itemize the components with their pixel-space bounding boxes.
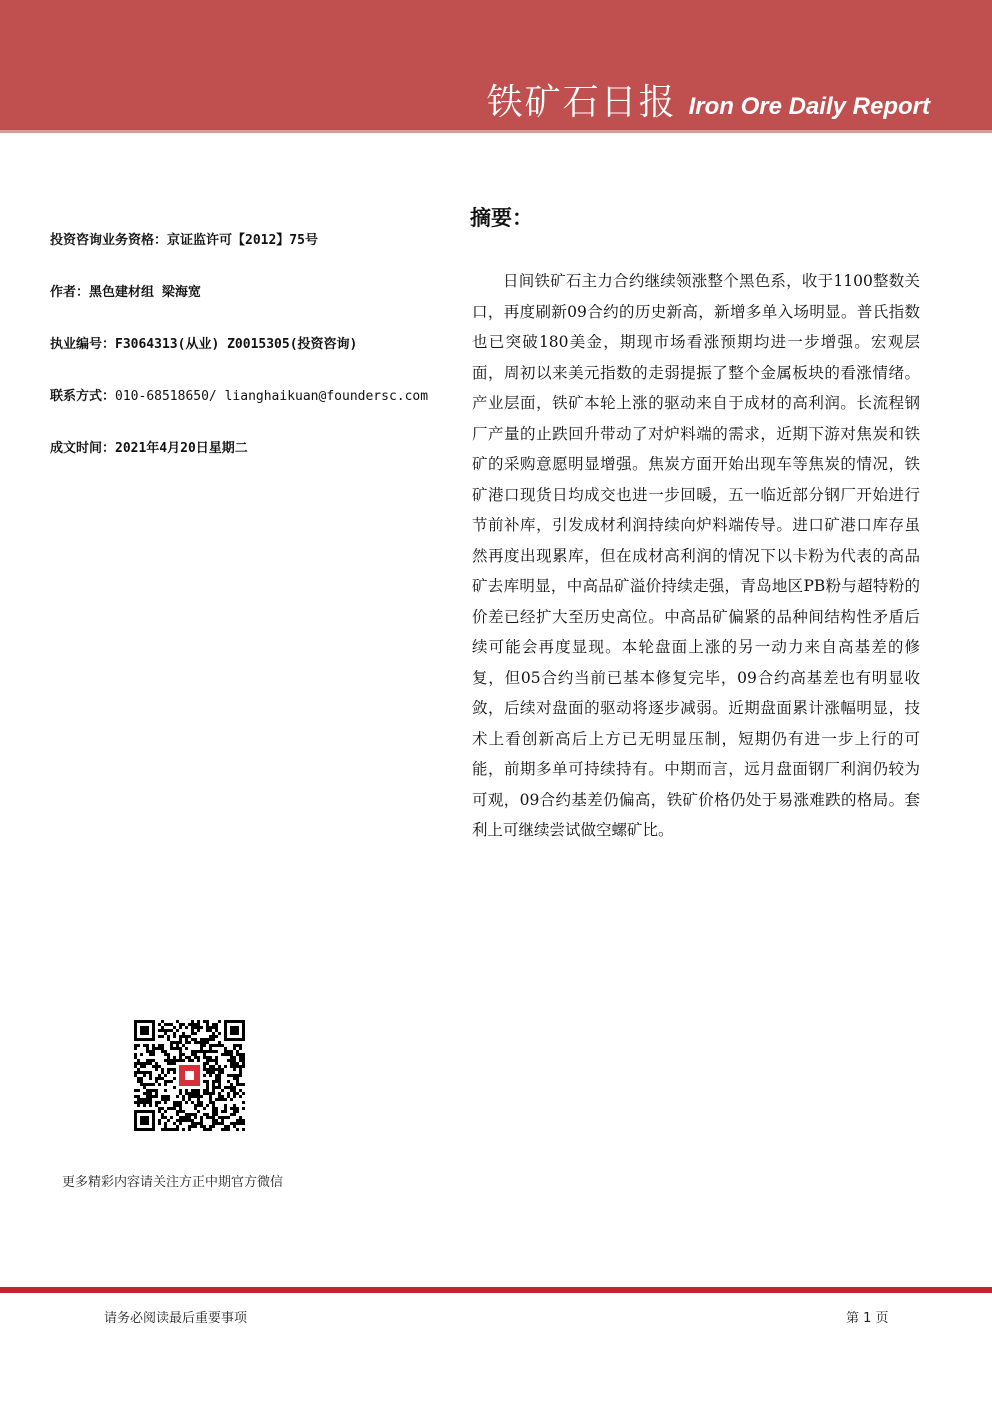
header-rule (0, 130, 992, 133)
author-info (50, 232, 450, 492)
footer-rule (0, 1287, 992, 1293)
footer-disclaimer: 请务必阅读最后重要事项 (104, 1311, 248, 1326)
report-title (487, 74, 930, 125)
license-line: 执业编号：F3064313(从业) Z0015305(投资咨询) (50, 337, 358, 352)
summary-body: 日间铁矿石主力合约继续领涨整个黑色系，收于1100整数关口，再度刷新09合约的历史新高，新增多单入场明显。普氏指数也已突破180美金，期现市场看涨预期均进一步增强。宏观层面，周初以来美元指数的走弱提振了整个金属板块的看涨情绪。产业层面，铁矿本轮上涨的驱动来自于成材的高利润。长流程钢厂产量的止跌回升带动了对炉料端的需求，近期下游对焦炭和铁矿的采购意愿明显增强。焦炭方面开始出现车等焦炭的情况，铁矿港口现货日均成交也进一步回暖，五一临近部分钢厂开始进行节前补库，引发成材利润持续向炉料端传导。进口矿港口库存虽然再度出现累库，但在成材高利润的情况下以卡粉为代表的高品矿去库明显，中高品矿溢价持续走强，青岛地区PB粉与超特粉的价差已经扩大至历史高位。中高品矿偏紧的品种间结构性矛盾后续可能会再度显现。本轮盘面上涨的另一动力来自高基差的修复，但05合约当前已基本修复完毕，09合约高基差也有明显收敛，后续对盘面的驱动将逐步减弱。近期盘面累计涨幅明显，技术上看创新高后上方已无明显压制，短期仍有进一步上行的可能，前期多单可持续持有。中期而言，远月盘面钢厂利润仍较为可观，09合约基差仍偏高，铁矿价格仍处于易涨难跌的格局。套利上可继续尝试做空螺矿比。 (472, 272, 920, 839)
page-number: 第 1 页 (846, 1311, 889, 1326)
contact-label: 联系方式： (50, 389, 116, 404)
qualification-line: 投资咨询业务资格：京证监许可【2012】75号 (50, 233, 318, 248)
report-title-en: Iron Ore Daily Report (688, 93, 930, 120)
qr-code-icon (134, 1020, 245, 1131)
report-title-zh: 铁矿石日报 (486, 82, 677, 123)
summary-title: 摘要： (470, 206, 533, 230)
qr-caption: 更多精彩内容请关注方正中期官方微信 (62, 1175, 284, 1190)
date-line: 成文时间：2021年4月20日星期二 (50, 441, 248, 456)
contact-line (50, 388, 450, 406)
author-line: 作者：黑色建材组 梁海宽 (50, 285, 201, 300)
contact-value[interactable]: 010-68518650/ lianghaikuan@foundersc.com (115, 389, 429, 404)
